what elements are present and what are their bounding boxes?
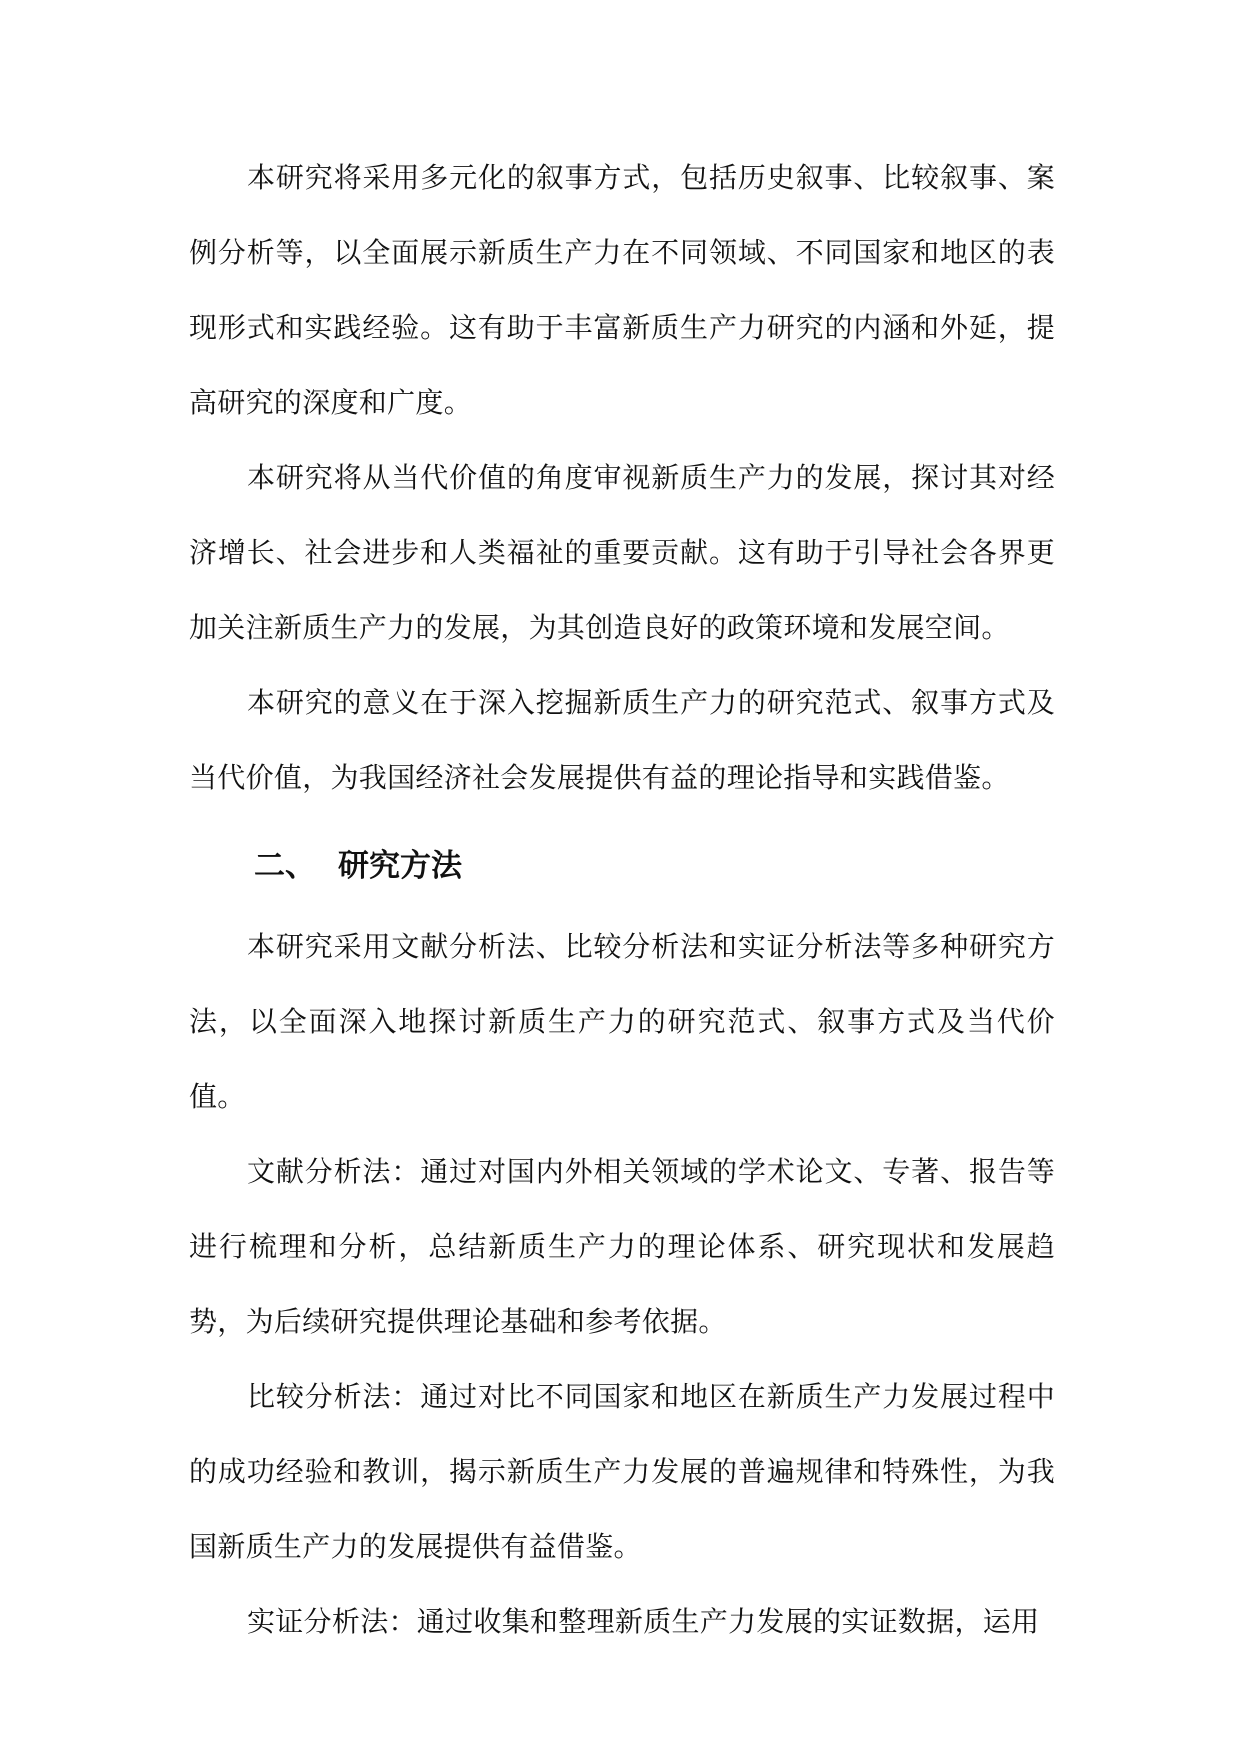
paragraph-significance: 本研究的意义在于深入挖掘新质生产力的研究范式、叙事方式及当代价值，为我国经济社会发展提供有益的理论指导和实践借鉴。 <box>189 686 1055 794</box>
paragraph-contemporary-value: 本研究将从当代价值的角度审视新质生产力的发展，探讨其对经济增长、社会进步和人类福祉的重要贡献。这有助于引导社会各界更加关注新质生产力的发展，为其创造良好的政策环境和发展空间。 <box>189 461 1055 644</box>
paragraph-comparative-analysis: 比较分析法：通过对比不同国家和地区在新质生产力发展过程中的成功经验和教训，揭示新质生产力发展的普遍规律和特殊性，为我国新质生产力的发展提供有益借鉴。 <box>189 1380 1055 1563</box>
paragraph-methods-overview: 本研究采用文献分析法、比较分析法和实证分析法等多种研究方法，以全面深入地探讨新质生产力的研究范式、叙事方式及当代价值。 <box>189 930 1055 1113</box>
paragraph-empirical-analysis: 实证分析法：通过收集和整理新质生产力发展的实证数据，运用 <box>247 1605 1040 1638</box>
paragraph-narrative-methods: 本研究将采用多元化的叙事方式，包括历史叙事、比较叙事、案例分析等，以全面展示新质生产力在不同领域、不同国家和地区的表现形式和实践经验。这有助于丰富新质生产力研究的内涵和外延，提高研究的深度和广度。 <box>189 161 1055 419</box>
section-heading <box>189 829 1055 909</box>
paragraph-literature-analysis: 文献分析法：通过对国内外相关领域的学术论文、专著、报告等进行梳理和分析，总结新质生产力的理论体系、研究现状和发展趋势，为后续研究提供理论基础和参考依据。 <box>189 1155 1055 1338</box>
document-body <box>189 140 1055 1659</box>
section-number: 二、 <box>254 848 316 884</box>
section-title: 研究方法 <box>338 848 462 884</box>
